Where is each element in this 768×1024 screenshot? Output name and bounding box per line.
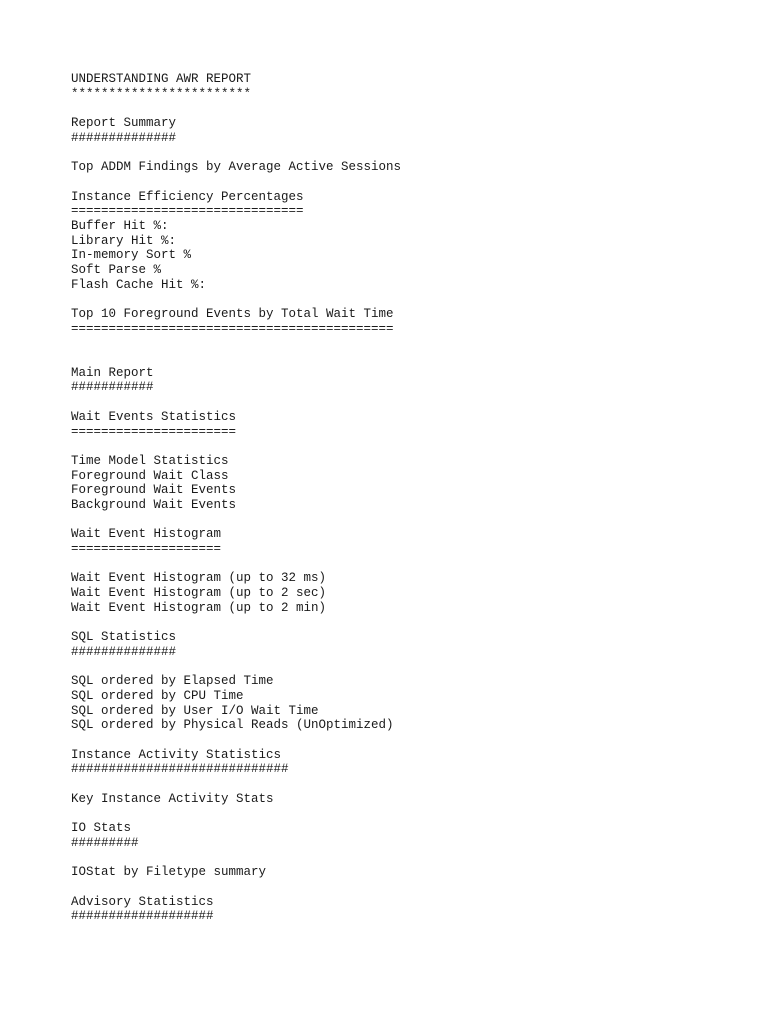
section-underline: ############################# — [71, 762, 289, 777]
document-page — [71, 72, 748, 924]
blank-line — [71, 292, 748, 307]
title-underline: ************************ — [71, 86, 252, 101]
section-heading-report-summary: Report Summary — [71, 116, 177, 131]
subsection-underline: =========================================== — [71, 321, 394, 336]
section-underline: ########### — [71, 380, 154, 395]
blank-line — [71, 145, 748, 160]
blank-line — [71, 615, 748, 630]
list-item: Wait Event Histogram (up to 2 sec) — [71, 586, 327, 601]
blank-line — [71, 351, 748, 366]
blank-line — [71, 439, 748, 454]
subsection-underline: ====================== — [71, 424, 237, 439]
topic-iostat-by-filetype: IOStat by Filetype summary — [71, 865, 267, 880]
section-heading-io-stats: IO Stats — [71, 821, 132, 836]
blank-line — [71, 175, 748, 190]
blank-line — [71, 880, 748, 895]
subsection-heading-top-10-foreground-events: Top 10 Foreground Events by Total Wait Time — [71, 307, 394, 321]
blank-line — [71, 336, 748, 351]
subsection-heading-wait-events-statistics: Wait Events Statistics — [71, 409, 237, 424]
list-item: In-memory Sort % — [71, 248, 192, 263]
blank-line — [71, 101, 748, 116]
section-heading-instance-activity-statistics: Instance Activity Statistics — [71, 747, 282, 762]
list-item: Flash Cache Hit %: — [71, 277, 207, 292]
blank-line — [71, 513, 748, 528]
topic-top-addm-findings: Top ADDM Findings by Average Active Sessions — [71, 160, 402, 175]
list-item: SQL ordered by Physical Reads (UnOptimized) — [71, 718, 394, 733]
section-heading-sql-statistics: SQL Statistics — [71, 630, 177, 645]
blank-line — [71, 395, 748, 410]
list-item: Buffer Hit %: — [71, 218, 169, 233]
document-title: UNDERSTANDING AWR REPORT — [71, 72, 252, 86]
section-underline: ######### — [71, 835, 139, 850]
blank-line — [71, 660, 748, 675]
list-item: Wait Event Histogram (up to 32 ms) — [71, 571, 327, 586]
section-underline: ################### — [71, 909, 214, 924]
list-item: SQL ordered by Elapsed Time — [71, 674, 274, 689]
list-item: SQL ordered by CPU Time — [71, 688, 244, 703]
section-heading-advisory-statistics: Advisory Statistics — [71, 894, 214, 909]
list-item: Foreground Wait Events — [71, 483, 237, 498]
section-underline: ############## — [71, 130, 177, 145]
section-heading-main-report: Main Report — [71, 365, 154, 380]
list-item: Time Model Statistics — [71, 453, 229, 468]
list-item: Wait Event Histogram (up to 2 min) — [71, 600, 327, 615]
blank-line — [71, 806, 748, 821]
list-item: Background Wait Events — [71, 497, 237, 512]
blank-line — [71, 733, 748, 748]
subsection-heading-instance-efficiency: Instance Efficiency Percentages — [71, 189, 304, 204]
list-item: Soft Parse % — [71, 262, 162, 277]
list-item: Library Hit %: — [71, 233, 177, 248]
list-item: Foreground Wait Class — [71, 468, 229, 483]
blank-line — [71, 557, 748, 572]
list-item: SQL ordered by User I/O Wait Time — [71, 703, 319, 718]
topic-key-instance-activity-stats: Key Instance Activity Stats — [71, 791, 274, 806]
section-underline: ############## — [71, 644, 177, 659]
subsection-heading-wait-event-histogram: Wait Event Histogram — [71, 527, 222, 542]
blank-line — [71, 850, 748, 865]
subsection-underline: =============================== — [71, 204, 304, 219]
blank-line — [71, 777, 748, 792]
subsection-underline: ==================== — [71, 542, 222, 556]
